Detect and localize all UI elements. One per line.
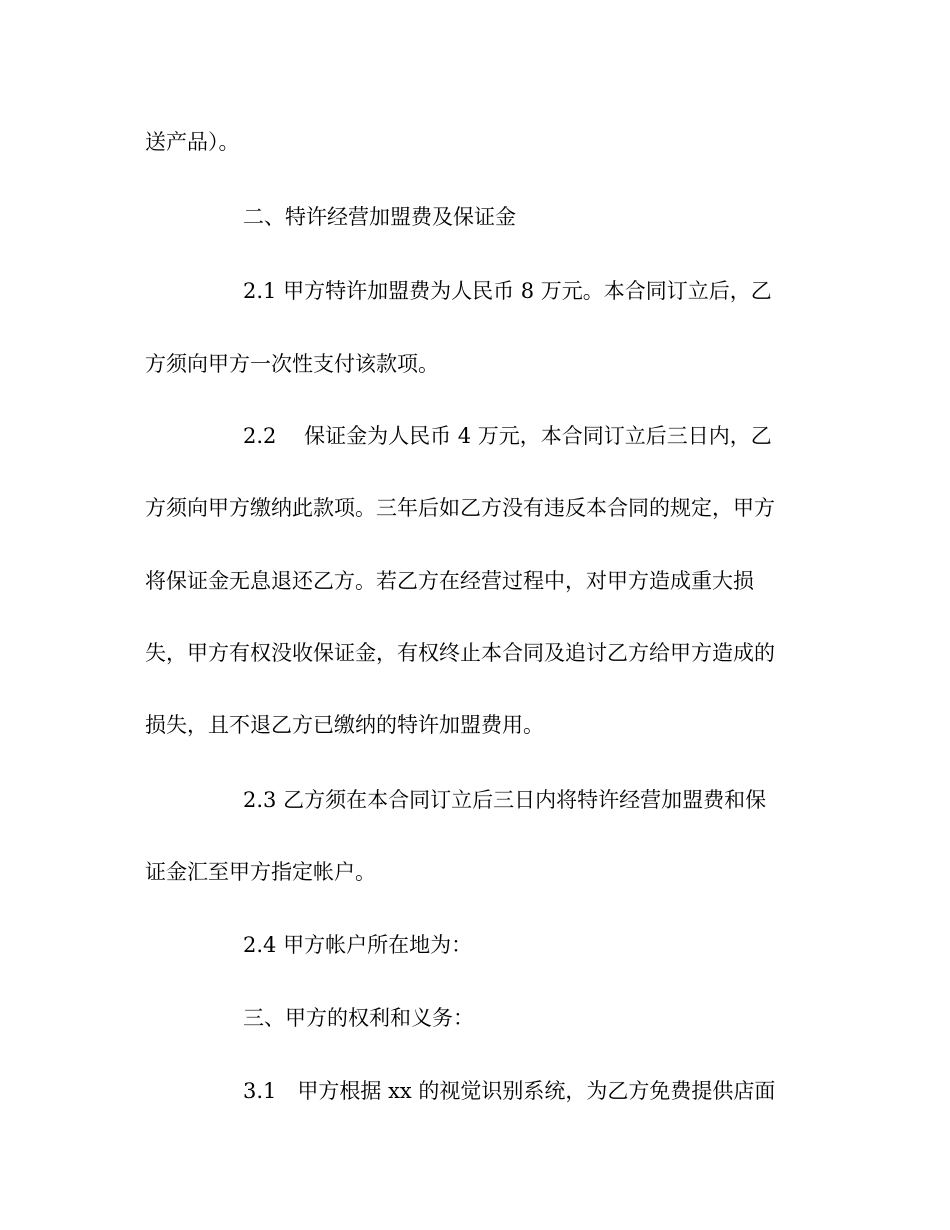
paragraph-line: 送产品）。 — [145, 130, 240, 154]
paragraph-line: 方须向甲方缴纳此款项。三年后如乙方没有违反本合同的规定，甲方 — [145, 496, 775, 520]
section-heading: 三、甲方的权利和义务： — [243, 1006, 474, 1030]
paragraph-line: 损失，且不退乙方已缴纳的特许加盟费用。 — [145, 713, 544, 737]
section-heading: 二、特许经营加盟费及保证金 — [243, 205, 516, 229]
clause-2-1: 2.1 甲方特许加盟费为人民币 8 万元。本合同订立后，乙 — [243, 279, 772, 303]
paragraph-line: 失，甲方有权没收保证金，有权终止本合同及追讨乙方给甲方造成的 — [145, 641, 775, 665]
clause-2-4: 2.4 甲方帐户所在地为： — [243, 933, 473, 957]
paragraph-line: 将保证金无息退还乙方。若乙方在经营过程中，对甲方造成重大损 — [145, 569, 754, 593]
clause-3-1: 3.1 甲方根据 xx 的视觉识别系统，为乙方免费提供店面 — [243, 1079, 776, 1103]
paragraph-line: 证金汇至甲方指定帐户。 — [145, 860, 376, 884]
clause-2-3: 2.3 乙方须在本合同订立后三日内将特许经营加盟费和保 — [243, 788, 767, 812]
paragraph-line: 方须向甲方一次性支付该款项。 — [145, 352, 439, 376]
clause-2-2: 2.2 保证金为人民币 4 万元，本合同订立后三日内，乙 — [243, 424, 772, 448]
